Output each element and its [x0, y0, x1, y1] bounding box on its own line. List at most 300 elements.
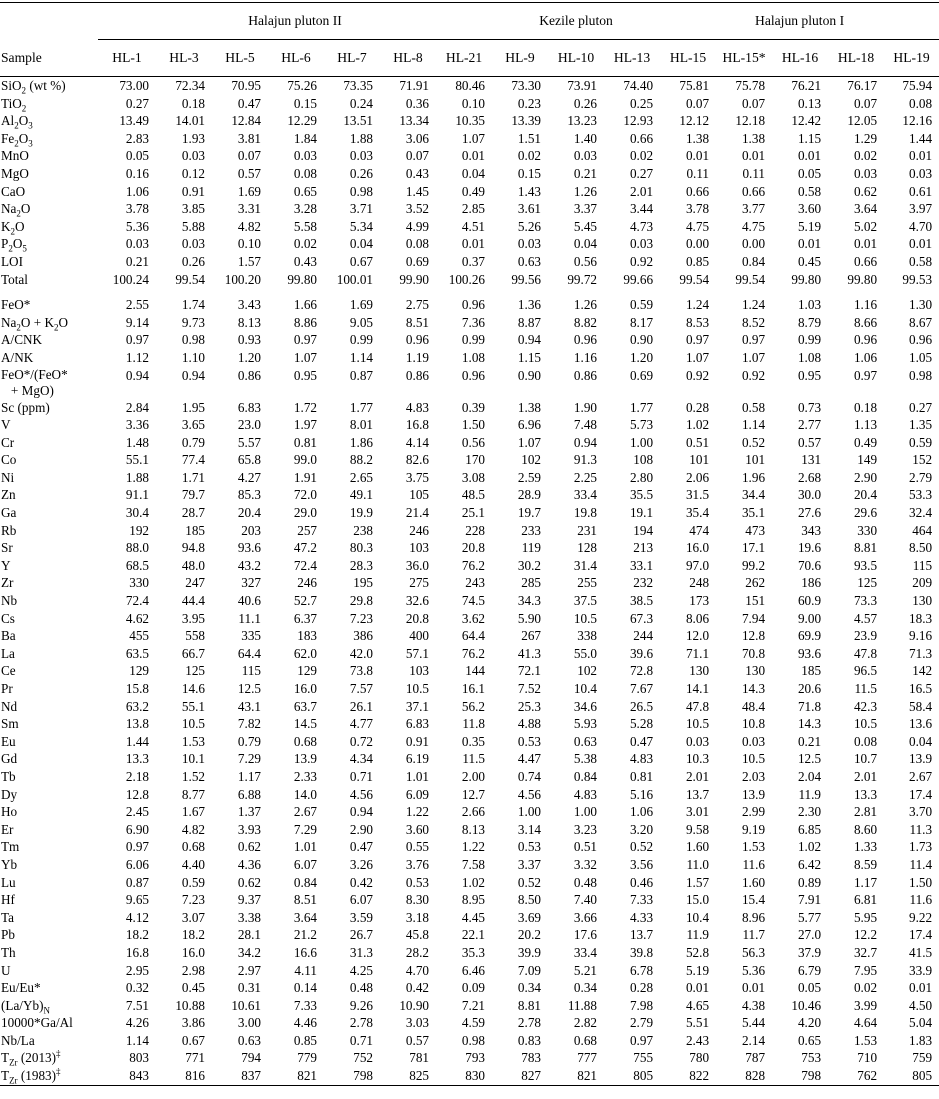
table-cell: 1.10 [181, 349, 205, 365]
table-cell: 779 [297, 1050, 317, 1066]
table-cell: 335 [241, 628, 261, 644]
table-cell: 108 [633, 452, 654, 468]
table-cell: 0.21 [797, 733, 822, 749]
table-cell: 0.01 [741, 980, 766, 996]
table-cell: 455 [129, 628, 149, 644]
table-cell: 1.60 [685, 839, 710, 855]
table-row [0, 112, 939, 130]
table-cell: 47.8 [685, 698, 710, 714]
table-cell: 1.38 [517, 399, 541, 415]
table-cell: 0.11 [686, 165, 710, 181]
table-cell: 0.86 [237, 367, 261, 383]
table-cell: 42.3 [853, 698, 878, 714]
table-row [0, 183, 939, 201]
table-row [0, 592, 939, 610]
table-cell: 4.57 [853, 610, 878, 626]
table-cell: 0.03 [909, 165, 933, 181]
table-cell: 4.26 [125, 1015, 149, 1031]
table-cell: 14.3 [741, 681, 766, 696]
table-cell: 330 [129, 575, 149, 591]
table-cell: 12.42 [791, 113, 822, 129]
table-cell: 0.10 [237, 236, 261, 252]
table-cell: 10.46 [791, 997, 822, 1013]
table-cell: 6.09 [405, 786, 429, 802]
table-cell: 2.82 [573, 1015, 597, 1031]
table-cell: 72.4 [293, 557, 317, 573]
table-cell: 11.9 [798, 786, 822, 802]
sample-header-cell: HL-8 [393, 50, 423, 66]
table-cell: 0.31 [237, 980, 261, 996]
table-cell: 12.5 [797, 751, 822, 767]
table-cell: 7.98 [629, 997, 654, 1013]
table-cell: 1.71 [181, 469, 205, 485]
table-cell: 1.13 [853, 417, 878, 433]
table-cell: 3.31 [237, 201, 261, 217]
table-cell: 0.18 [181, 95, 205, 111]
table-cell: 73.3 [853, 593, 878, 609]
table-cell: 48.4 [741, 698, 766, 714]
table-cell: 0.94 [517, 332, 541, 348]
table-cell: 48.5 [461, 487, 485, 503]
table-cell: 0.85 [685, 253, 710, 269]
table-cell: 11.7 [742, 927, 766, 943]
row-label: Ga [1, 505, 17, 521]
table-cell: 11.6 [742, 856, 766, 872]
table-cell: 25.1 [461, 505, 485, 521]
table-cell: 0.59 [629, 297, 654, 313]
table-cell: 99.53 [902, 271, 933, 287]
table-cell: 10.5 [741, 751, 766, 767]
table-row [0, 768, 939, 786]
table-cell: 1.30 [909, 297, 933, 313]
table-cell: 1.53 [853, 1032, 878, 1048]
table-cell: 0.23 [517, 95, 541, 111]
table-cell: 14.1 [685, 681, 710, 696]
table-cell: 805 [633, 1068, 654, 1084]
table-row [0, 838, 939, 856]
table-row [0, 944, 939, 962]
table-cell: 0.63 [517, 253, 541, 269]
table-cell: 97.0 [685, 557, 710, 573]
table-cell: 1.50 [909, 874, 933, 890]
table-cell: 798 [801, 1068, 822, 1084]
table-cell: 2.67 [909, 768, 933, 784]
row-label: Th [1, 944, 16, 960]
table-cell: 0.01 [461, 148, 485, 164]
table-cell: 93.6 [797, 645, 822, 661]
table-cell: 3.71 [349, 201, 373, 217]
table-cell: 99.80 [791, 271, 822, 287]
table-cell: 32.6 [405, 593, 429, 609]
table-cell: 4.83 [629, 751, 654, 767]
table-cell: 1.24 [685, 297, 710, 313]
table-cell: 62.0 [293, 645, 317, 661]
table-cell: 0.16 [125, 165, 149, 181]
table-cell: 1.73 [909, 839, 933, 855]
table-cell: 194 [633, 522, 654, 538]
table-cell: 0.21 [125, 253, 149, 269]
table-row [0, 165, 939, 183]
table-cell: 798 [353, 1068, 373, 1084]
table-cell: 0.96 [461, 297, 485, 313]
table-cell: 4.64 [853, 1015, 878, 1031]
table-cell: 48.0 [181, 557, 205, 573]
table-cell: 0.95 [293, 367, 317, 383]
table-cell: 0.98 [461, 1032, 485, 1048]
table-cell: 27.6 [797, 505, 822, 521]
table-cell: 30.2 [517, 557, 541, 573]
row-label: MnO [1, 148, 29, 164]
table-cell: 26.1 [349, 698, 373, 714]
table-cell: 3.77 [741, 201, 766, 217]
table-cell: 0.03 [517, 236, 541, 252]
table-cell: 4.40 [181, 856, 205, 872]
table-cell: 74.40 [623, 78, 654, 93]
table-cell: 75.26 [287, 78, 317, 93]
table-cell: 0.58 [797, 183, 822, 199]
table-cell: 794 [241, 1050, 261, 1066]
table-cell: 827 [521, 1068, 541, 1084]
table-cell: 3.18 [405, 909, 429, 925]
table-cell: 5.26 [517, 218, 541, 234]
table-cell: 0.01 [461, 236, 485, 252]
table-row [0, 627, 939, 645]
table-cell: 0.92 [629, 253, 654, 269]
table-cell: 338 [577, 628, 597, 644]
table-cell: 0.47 [349, 839, 373, 855]
table-cell: 4.75 [685, 218, 710, 234]
sample-header-row [0, 40, 939, 77]
row-label: $(La/Yb)_N$ [1, 997, 50, 1016]
table-cell: 1.20 [629, 349, 654, 365]
table-row [0, 821, 939, 839]
row-label: Nb/La [1, 1032, 35, 1048]
table-cell: 0.01 [909, 148, 933, 164]
table-cell: 6.19 [405, 751, 429, 767]
table-cell: 35.5 [629, 487, 654, 503]
table-cell: 102 [577, 663, 597, 679]
table-cell: 20.4 [237, 505, 261, 521]
table-cell: 39.9 [517, 944, 541, 960]
row-label: Ho [1, 804, 18, 820]
table-cell: 53.3 [909, 487, 933, 503]
table-cell: 5.34 [349, 218, 373, 234]
table-cell: 209 [912, 575, 933, 591]
table-cell: 19.8 [573, 505, 597, 521]
table-cell: 1.40 [573, 130, 597, 146]
sample-column-label: Sample [1, 49, 42, 65]
table-cell: 7.33 [629, 892, 654, 908]
row-label: FeO*/(FeO* + MgO) [1, 366, 68, 398]
table-cell: 0.84 [741, 253, 766, 269]
table-cell: 400 [409, 628, 429, 644]
row-label: Nd [1, 698, 18, 714]
table-cell: 2.18 [125, 768, 149, 784]
table-cell: 7.82 [237, 716, 261, 732]
table-cell: 1.44 [909, 130, 933, 146]
table-cell: 93.6 [237, 540, 261, 556]
row-label: Sc (ppm) [1, 399, 50, 415]
table-cell: 13.3 [125, 751, 149, 767]
table-cell: 5.36 [741, 962, 766, 978]
table-cell: 1.50 [461, 417, 485, 433]
table-cell: 13.34 [399, 113, 429, 129]
table-cell: 0.32 [125, 980, 149, 996]
table-cell: 0.01 [853, 236, 878, 252]
table-cell: 0.53 [517, 733, 541, 749]
table-cell: 71.1 [685, 645, 710, 661]
table-cell: 1.35 [909, 417, 933, 433]
table-cell: 5.38 [573, 751, 597, 767]
table-cell: 0.81 [629, 768, 654, 784]
table-cell: 0.09 [461, 980, 485, 996]
row-label: A/NK [1, 349, 34, 365]
table-row [0, 786, 939, 804]
table-cell: 275 [409, 575, 429, 591]
table-cell: 60.9 [797, 593, 822, 609]
table-cell: 1.26 [573, 297, 597, 313]
group-header-halajun-ii: Halajun pluton II [98, 3, 492, 40]
table-cell: 203 [241, 522, 261, 538]
table-cell: 73.35 [343, 78, 373, 93]
table-row [0, 314, 939, 332]
table-cell: 1.66 [293, 297, 317, 313]
table-cell: 1.07 [685, 349, 710, 365]
table-cell: 0.34 [517, 980, 541, 996]
sample-header-cell: HL-21 [445, 50, 483, 66]
table-cell: 3.38 [237, 909, 261, 925]
table-cell: 82.6 [405, 452, 429, 468]
table-cell: 185 [801, 663, 822, 679]
table-cell: 0.67 [349, 253, 373, 269]
table-cell: 2.65 [349, 469, 373, 485]
table-cell: 4.75 [741, 218, 766, 234]
table-cell: 5.44 [741, 1015, 766, 1031]
table-row [0, 539, 939, 557]
table-cell: 3.78 [125, 201, 149, 217]
table-row [0, 909, 939, 927]
row-label: $Na_2O + K_2O$ [1, 314, 69, 333]
table-cell: 42.0 [349, 645, 373, 661]
table-cell: 0.71 [349, 768, 373, 784]
table-cell: 16.5 [909, 681, 933, 696]
table-cell: 29.8 [349, 593, 373, 609]
table-cell: 5.77 [797, 909, 822, 925]
table-cell: 285 [521, 575, 541, 591]
table-cell: 5.95 [853, 909, 878, 925]
table-cell: 67.3 [629, 610, 654, 626]
table-cell: 192 [129, 522, 149, 538]
table-cell: 99.66 [623, 271, 654, 287]
table-cell: 7.21 [461, 997, 485, 1013]
table-cell: 0.66 [741, 183, 766, 199]
table-row [0, 469, 939, 487]
table-cell: 31.4 [573, 557, 597, 573]
table-cell: 0.02 [629, 148, 654, 164]
table-cell: 0.73 [797, 399, 822, 415]
table-cell: 4.11 [294, 962, 317, 978]
table-cell: 10.3 [685, 751, 710, 767]
table-cell: 8.13 [237, 314, 261, 330]
table-cell: 0.00 [685, 236, 710, 252]
table-cell: 151 [745, 593, 766, 609]
table-cell: 75.78 [735, 78, 766, 93]
table-cell: 781 [409, 1050, 429, 1066]
table-cell: 0.86 [573, 367, 597, 383]
table-cell: 12.8 [125, 786, 149, 802]
table-cell: 821 [577, 1068, 597, 1084]
table-cell: 12.0 [685, 628, 710, 644]
table-cell: 40.6 [237, 593, 261, 609]
table-cell: 72.1 [517, 663, 541, 679]
table-cell: 0.93 [237, 332, 261, 348]
table-cell: 8.82 [573, 314, 597, 330]
table-cell: 4.20 [797, 1015, 822, 1031]
table-row [0, 434, 939, 452]
table-cell: 0.08 [909, 95, 933, 111]
table-cell: 3.62 [461, 610, 485, 626]
sample-header-cell: HL-5 [225, 50, 255, 66]
table-cell: 77.4 [181, 452, 205, 468]
table-cell: 14.3 [797, 716, 822, 732]
table-cell: 0.86 [405, 367, 429, 383]
table-cell: 0.10 [461, 95, 485, 111]
table-row [0, 979, 939, 997]
table-cell: 0.97 [293, 332, 317, 348]
table-cell: 1.88 [349, 130, 373, 146]
table-cell: 3.32 [573, 856, 597, 872]
table-cell: 805 [912, 1068, 933, 1084]
table-cell: 130 [912, 593, 933, 609]
table-cell: 115 [912, 557, 933, 573]
table-cell: 11.3 [909, 821, 933, 837]
table-cell: 3.85 [181, 201, 205, 217]
table-cell: 19.9 [349, 505, 373, 521]
table-cell: 4.83 [573, 786, 597, 802]
table-cell: 14.01 [175, 113, 205, 129]
table-cell: 4.46 [293, 1015, 317, 1031]
table-cell: 9.00 [797, 610, 822, 626]
table-cell: 0.03 [181, 236, 205, 252]
table-cell: 255 [577, 575, 597, 591]
table-cell: 3.07 [181, 909, 205, 925]
table-cell: 0.15 [293, 95, 317, 111]
table-cell: 1.43 [517, 183, 541, 199]
table-cell: 0.85 [293, 1032, 317, 1048]
table-cell: 142 [912, 663, 933, 679]
table-cell: 9.26 [349, 997, 373, 1013]
table-row [0, 235, 939, 253]
table-cell: 0.48 [573, 874, 597, 890]
table-cell: 7.48 [573, 417, 597, 433]
table-cell: 783 [521, 1050, 541, 1066]
table-cell: 0.89 [797, 874, 822, 890]
table-cell: 5.57 [237, 434, 261, 450]
table-cell: 1.16 [853, 297, 878, 313]
table-body [0, 77, 939, 1086]
table-cell: 2.04 [797, 768, 822, 784]
table-cell: 0.24 [349, 95, 373, 111]
table-cell: 327 [241, 575, 261, 591]
table-cell: 38.5 [629, 593, 654, 609]
table-cell: 7.23 [349, 610, 373, 626]
table-cell: 183 [297, 628, 317, 644]
table-cell: 4.27 [237, 469, 261, 485]
table-cell: 780 [689, 1050, 710, 1066]
table-cell: 0.98 [349, 183, 373, 199]
table-cell: 72.8 [629, 663, 654, 679]
table-cell: 8.50 [517, 892, 541, 908]
table-cell: 9.19 [741, 821, 766, 837]
table-cell: 0.18 [853, 399, 878, 415]
table-cell: 822 [689, 1068, 710, 1084]
row-label: FeO* [1, 297, 31, 313]
table-cell: 3.65 [181, 417, 205, 433]
table-cell: 3.52 [405, 201, 429, 217]
table-cell: 0.03 [629, 236, 654, 252]
table-cell: 8.52 [741, 314, 766, 330]
table-cell: 3.59 [349, 909, 373, 925]
row-label: Eu/Eu* [1, 980, 41, 996]
table-cell: 8.95 [461, 892, 485, 908]
table-cell: 753 [801, 1050, 822, 1066]
table-cell: 0.07 [853, 95, 878, 111]
table-cell: 99.54 [175, 271, 205, 287]
table-cell: 79.7 [181, 487, 205, 503]
table-cell: 0.03 [349, 148, 373, 164]
table-cell: 41.5 [909, 944, 933, 960]
table-cell: 13.23 [567, 113, 597, 129]
table-cell: 3.93 [237, 821, 261, 837]
table-row [0, 253, 939, 271]
table-cell: 0.99 [349, 332, 373, 348]
table-cell: 29.0 [293, 505, 317, 521]
table-cell: 0.34 [573, 980, 597, 996]
table-cell: 65.8 [237, 452, 261, 468]
table-cell: 11.0 [686, 856, 710, 872]
row-label: $K_2O$ [1, 218, 25, 237]
table-cell: 3.78 [685, 201, 710, 217]
table-cell: 0.03 [125, 236, 149, 252]
table-cell: 1.86 [349, 434, 373, 450]
table-cell: 3.95 [181, 610, 205, 626]
table-cell: 9.37 [237, 892, 261, 908]
table-cell: 0.58 [741, 399, 766, 415]
table-cell: 73.30 [511, 78, 541, 93]
table-cell: 0.42 [405, 980, 429, 996]
table-row [0, 218, 939, 236]
table-cell: 0.11 [742, 165, 766, 181]
table-row [0, 645, 939, 663]
table-cell: 28.3 [349, 557, 373, 573]
table-cell: 13.6 [909, 716, 933, 732]
table-cell: 3.36 [125, 417, 149, 433]
table-row [0, 662, 939, 680]
table-cell: 91.3 [573, 452, 597, 468]
table-cell: 0.99 [797, 332, 822, 348]
table-cell: 0.56 [461, 434, 485, 450]
table-row [0, 680, 939, 698]
table-cell: 20.8 [461, 540, 485, 556]
table-row [0, 1032, 939, 1050]
table-cell: 1.14 [741, 417, 766, 433]
table-cell: 6.37 [293, 610, 317, 626]
table-cell: 125 [185, 663, 205, 679]
table-cell: 3.64 [853, 201, 878, 217]
table-cell: 80.3 [349, 540, 373, 556]
table-cell: 72.0 [293, 487, 317, 503]
table-cell: 3.75 [405, 469, 429, 485]
